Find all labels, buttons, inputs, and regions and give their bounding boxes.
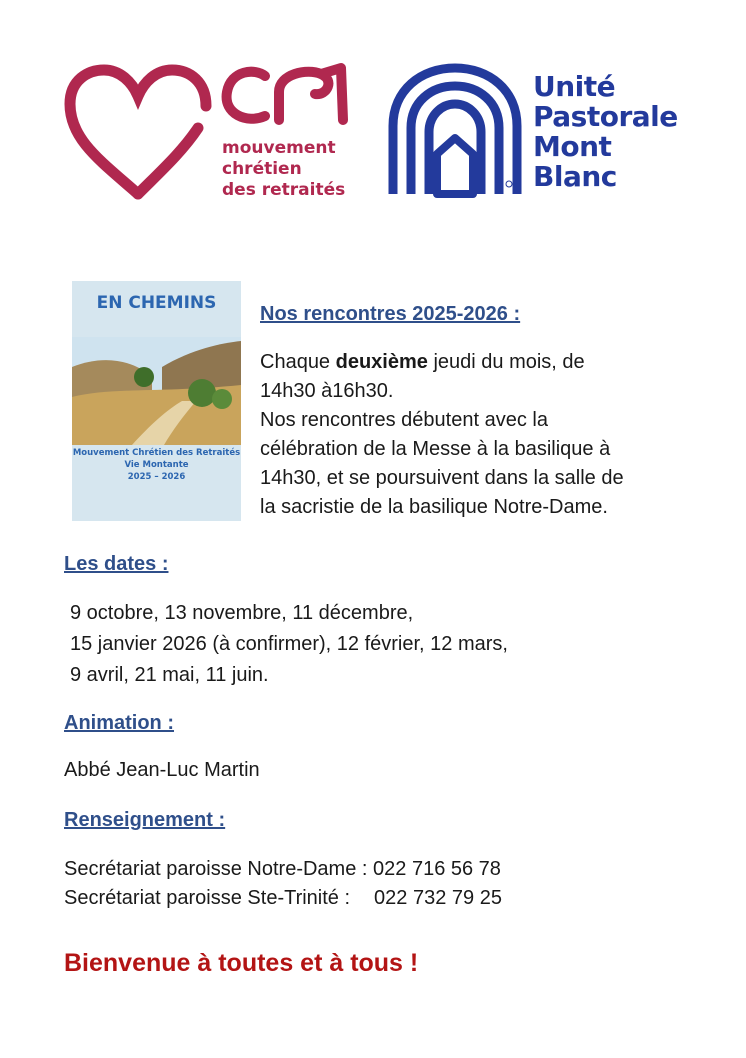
intro-line-5: 14h30, et se poursuivent dans la salle de xyxy=(260,467,624,489)
cover-subtitle xyxy=(72,447,241,483)
dates-line-2: 15 janvier 2026 (à confirmer), 12 février, 12 mars, xyxy=(70,633,508,655)
cover-sub-line-2: Vie Montante xyxy=(124,460,189,470)
cr-monogram-icon xyxy=(217,62,357,142)
dates-line-1: 9 octobre, 13 novembre, 11 décembre, xyxy=(70,602,414,624)
mcr-logo xyxy=(62,62,362,207)
mcr-line-3: des retraités xyxy=(222,180,346,200)
animation-heading: Animation : xyxy=(64,712,174,734)
intro-line-2: 14h30 à16h30. xyxy=(260,380,394,402)
cover-title: EN CHEMINS xyxy=(96,293,217,313)
cover-sub-line-3: 2025 – 2026 xyxy=(127,472,186,482)
animation-text: Abbé Jean-Luc Martin xyxy=(64,759,260,781)
dates-list xyxy=(70,598,508,691)
dates-line-3: 9 avril, 21 mai, 11 juin. xyxy=(70,664,269,686)
church-arch-logo-icon xyxy=(385,62,525,202)
mcr-line-2: chrétien xyxy=(222,159,302,179)
upmb-logo-text xyxy=(533,72,678,192)
upmb-logo xyxy=(385,62,705,202)
intro-bold-word: deuxième xyxy=(335,351,428,373)
intro-line-1 xyxy=(260,348,624,377)
contact-label-2: Secrétariat paroisse Ste-Trinité : xyxy=(64,887,351,909)
intro-heading: Nos rencontres 2025-2026 : xyxy=(260,303,521,325)
heart-mcr-logo-icon xyxy=(62,62,222,207)
upmb-line-4: Blanc xyxy=(533,160,617,193)
renseignement-heading: Renseignement : xyxy=(64,809,226,831)
contact-label-1: Secrétariat paroisse Notre-Dame : xyxy=(64,858,368,880)
intro-paragraph xyxy=(260,348,624,522)
mcr-line-1: mouvement xyxy=(222,138,336,158)
intro-line-3: Nos rencontres débutent avec la xyxy=(260,409,548,431)
contact-phone-2: 022 732 79 25 xyxy=(374,887,502,909)
intro-line-1-start: Chaque xyxy=(260,351,336,373)
contacts-list xyxy=(64,855,502,913)
dates-heading: Les dates : xyxy=(64,553,169,575)
intro-line-4: célébration de la Messe à la basilique à xyxy=(260,438,611,460)
cover-sub-line-1: Mouvement Chrétien des Retraités xyxy=(72,448,241,458)
upmb-line-1: Unité xyxy=(533,70,616,103)
contact-line-1 xyxy=(64,855,502,884)
intro-line-6: la sacristie de la basilique Notre-Dame. xyxy=(260,496,608,518)
upmb-line-2: Pastorale xyxy=(533,100,678,133)
contact-line-2 xyxy=(64,884,502,913)
intro-line-1-end: jeudi du mois, de xyxy=(427,351,585,373)
welcome-message: Bienvenue à toutes et à tous ! xyxy=(64,949,419,977)
upmb-line-3: Mont xyxy=(533,130,612,163)
mcr-logo-text xyxy=(222,138,345,201)
landscape-photo xyxy=(72,337,241,445)
contact-phone-1: 022 716 56 78 xyxy=(373,858,501,880)
book-cover xyxy=(72,281,241,521)
